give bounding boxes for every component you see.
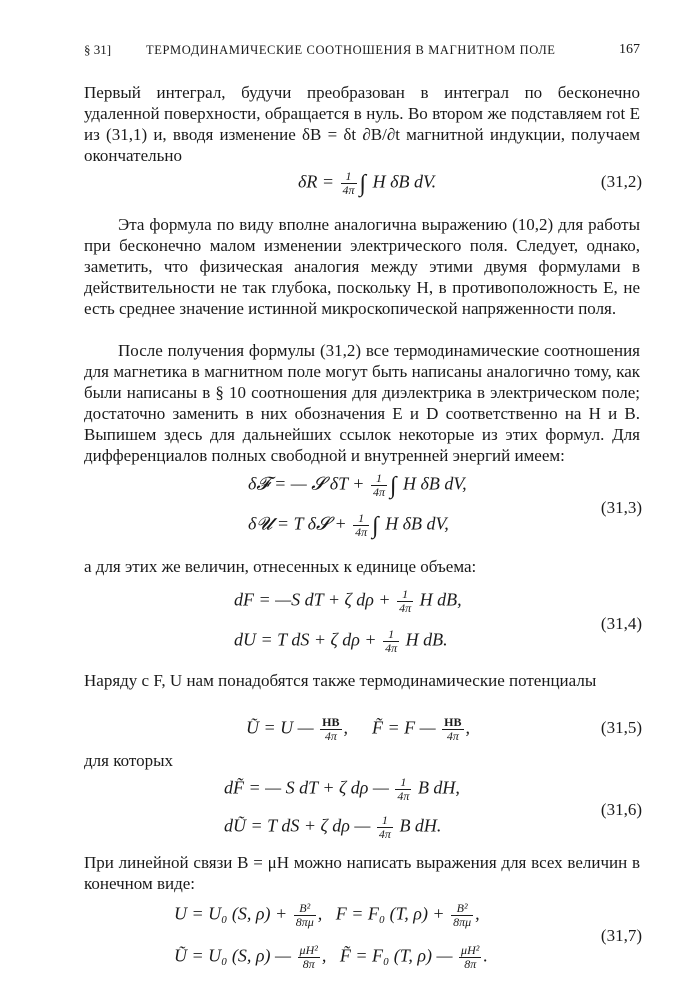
equation-31-2: δR = $\frac{1}{4\pi}$ ∫ H δB dV. [298,169,437,197]
section-ref: § 31] [84,42,112,57]
equation-31-7a: U = U₀ (S, ρ) + $\frac{\text{B²}}{8\pi\mu}$ , F = F₀ (T, ρ) + $\frac{\text{B²}}{8\pi\mu}$ , [174,901,480,929]
fraction: $\frac{1}{4\pi}$ [385,627,398,655]
fraction: $\frac{\text{μH²}}{8\pi}$ [299,943,318,971]
integral-sign: ∫ [372,512,379,539]
fraction: $\frac{1}{4\pi}$ [378,813,391,841]
equation-31-5a: Ũ = U — $\frac{HB}{4\pi}$ , [246,715,348,743]
equation-number: (31,5) [600,718,642,737]
paragraph-6: для которых [84,751,174,770]
equation-31-6a: dF̃ = — S dT + ζ dρ — $\frac{1}{4\pi}$ B dH, [224,775,460,803]
integral-sign: ∫ [359,170,367,197]
paragraph-2: Эта формула по виду вполне аналогична выражению (10,2) для работы при бесконечно малом изменении электрического поля. Следует, однако, заметить, что физическая аналогия между этими двумя формулами в действительности не так глубока, поскольку H, в противоположность E, не есть среднее значение истинной микроскопической напряженности поля. [84,215,640,318]
integral-sign: ∫ [389,472,397,499]
fraction: $\frac{HB}{4\pi}$ [322,715,340,743]
equation-31-4a: dF = —S dT + ζ dρ + $\frac{1}{4\pi}$ H dB, [234,587,462,615]
fraction: $\frac{1}{4\pi}$ [372,471,385,499]
paragraph-3: После получения формулы (31,2) все термодинамические соотношения для магнетика в магнитном поле могут быть написаны аналогично тому, как были написаны в § 10 соотношения для диэлектрика в электрическом поле; достаточно заменить в них обозначения E и D соответственно на H и B. Выпишем здесь для дальнейших ссылок некоторые из этих формул. Для дифференциалов полных свободной и внутренней энергий имеем: [84,341,640,465]
fraction: $\frac{1}{4\pi}$ [355,511,368,539]
equation-31-7b: Ũ = U₀ (S, ρ) — $\frac{\text{μH²}}{8\pi}$ , F̃ = F₀ (T, ρ) — $\frac{\text{μH²}}{8\pi}$ . [174,943,488,971]
equation-31-3a: δ𝓕 = — 𝓢 δT + $\frac{1}{4\pi}$ ∫ H δB dV, [248,471,467,499]
header-title: ТЕРМОДИНАМИЧЕСКИЕ СООТНОШЕНИЯ В МАГНИТНОМ ПОЛЕ [146,43,556,57]
fraction: $\frac{1}{4\pi}$ [399,587,412,615]
paragraph-5: Наряду с F, U нам понадобятся также термодинамические потенциалы [84,671,597,690]
equation-number: (31,2) [600,172,642,191]
paragraph-4: а для этих же величин, отнесенных к единице объема: [84,557,477,576]
running-header [84,42,640,62]
fraction: $\frac{\text{B²}}{8\pi\mu}$ [453,901,472,929]
equation-number: (31,4) [600,614,642,633]
equation-number: (31,6) [600,800,642,819]
page-number: 167 [619,42,640,57]
fraction: $\frac{\text{μH²}}{8\pi}$ [461,943,480,971]
equation-31-3b: δ𝓤 = T δ𝓢 + $\frac{1}{4\pi}$ ∫ H δB dV, [248,511,449,539]
fraction: $\frac{1}{4\pi}$ [397,775,410,803]
fraction: $\frac{1}{4\pi}$ [342,169,355,197]
equation-number: (31,7) [600,926,642,945]
paragraph-1: Первый интеграл, будучи преобразован в интеграл по бесконечно удаленной поверхности, обращается в нуль. Во втором же подставляем rot E из (31,1) и, вводя изменение δB = δt ∂B/∂t магнитной индукции, получаем окончательно [84,83,640,165]
equation-31-4b: dU = T dS + ζ dρ + $\frac{1}{4\pi}$ H dB. [234,627,448,655]
fraction: $\frac{HB}{4\pi}$ [444,715,462,743]
fraction: $\frac{\text{B²}}{8\pi\mu}$ [295,901,314,929]
paragraph-7: При линейной связи B = μH можно написать выражения для всех величин в конечном виде: [84,853,640,893]
equation-number: (31,3) [600,498,642,517]
equation-31-5b: F̃ = F — $\frac{HB}{4\pi}$ , [372,715,470,743]
equation-31-6b: dŨ = T dS + ζ dρ — $\frac{1}{4\pi}$ B dH. [224,813,442,841]
